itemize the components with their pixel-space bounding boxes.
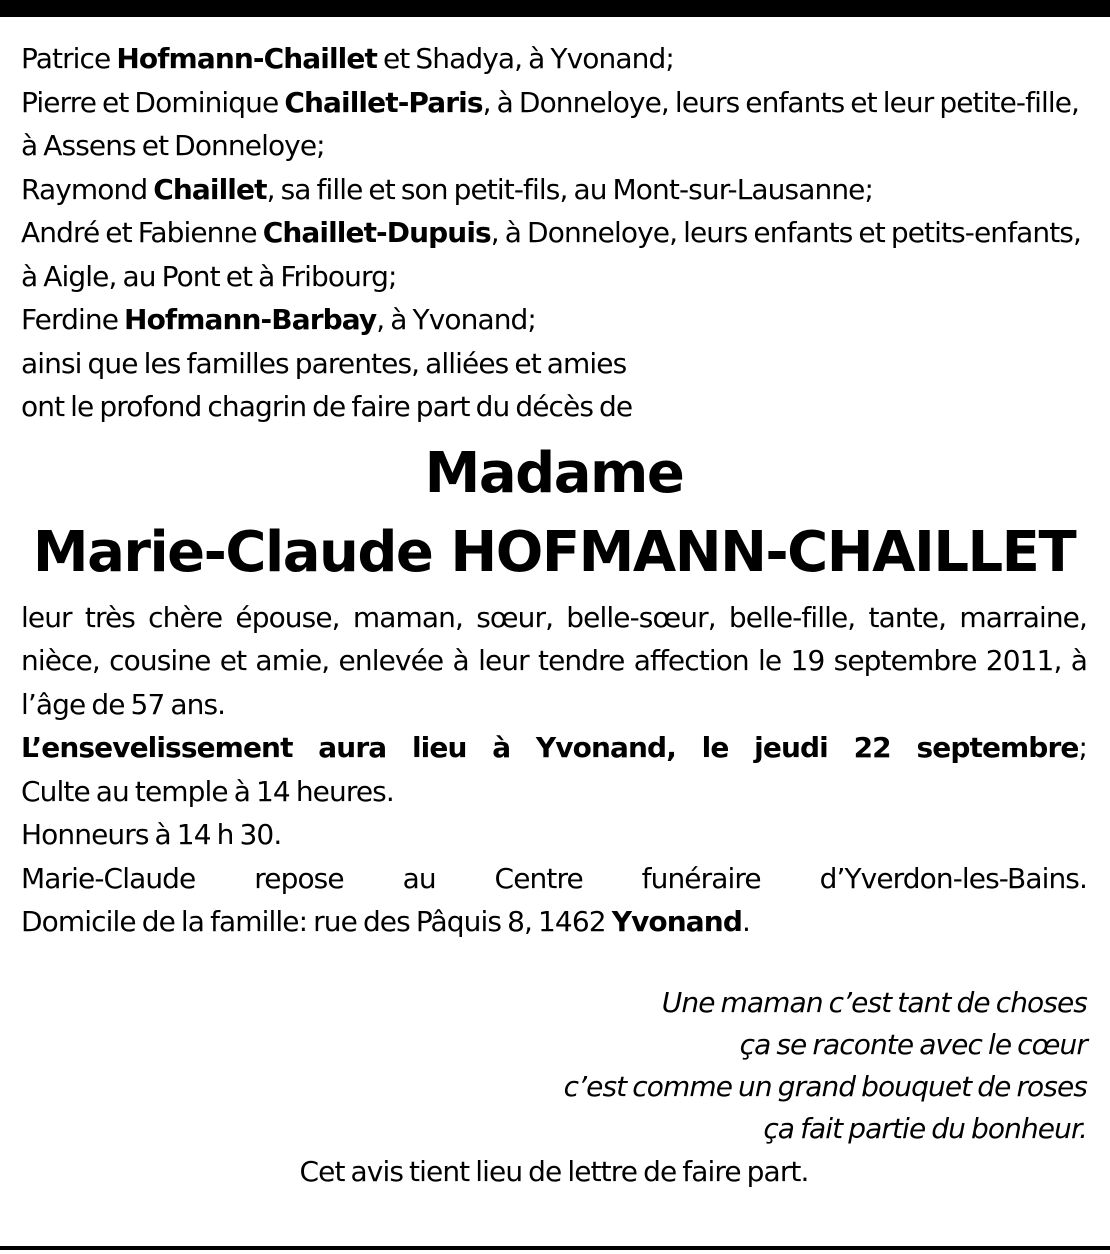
family-line-3-surname: Chaillet	[153, 172, 267, 206]
footer-note: Cet avis tient lieu de lettre de faire part.	[299, 1154, 809, 1188]
honors-info: Honneurs à 14 h 30.	[21, 818, 282, 851]
domicile-suffix: .	[741, 905, 750, 938]
family-line-5	[21, 298, 1087, 342]
family-line-4-surname: Chaillet-Dupuis	[262, 216, 491, 249]
deceased-name: Marie-Claude HOFMANN-CHAILLET	[32, 519, 1076, 585]
family-line-4-suffix: , à Donneloye, leurs enfants et petits-enfants, à Aigle, au Pont et à Fribourg;	[21, 216, 1081, 293]
family-line-3-prefix: Raymond	[21, 172, 154, 206]
repose-info: Marie-Claude repose au Centre funéraire d’Yverdon-les-Bains.	[21, 861, 1087, 895]
family-line-2-suffix: , à Donneloye, leurs enfants et leur petite-fille, à Assens et Donneloye;	[21, 85, 1080, 162]
family-line-1-surname: Hofmann-Chaillet	[116, 42, 377, 75]
family-line-4	[21, 211, 1087, 298]
poem-line-3: c’est comme un grand bouquet de roses	[563, 1069, 1087, 1103]
family-line-5-surname: Hofmann-Barbay	[124, 303, 377, 336]
poem	[21, 982, 1087, 1150]
deceased-description: leur très chère épouse, maman, sœur, belle-sœur, belle-fille, tante, marraine, nièce, cousine et amie, enlevée à leur tendre affection le 19 septembre 2011, à l’âge de 57 ans.	[21, 600, 1087, 721]
burial-info	[21, 726, 1087, 770]
family-line-2-surname: Chaillet-Paris	[284, 85, 483, 119]
family-line-1-suffix: et Shadya, à Yvonand;	[376, 42, 674, 75]
burial-info-suffix: ;	[1078, 731, 1087, 764]
family-line-3-suffix: , sa fille et son petit-fils, au Mont-sur-Lausanne;	[266, 172, 874, 206]
family-line-5-prefix: Ferdine	[21, 303, 125, 336]
family-line-5-suffix: , à Yvonand;	[376, 303, 536, 336]
poem-line-2: ça se raconte avec le cœur	[739, 1027, 1087, 1061]
service-info: Culte au temple à 14 heures.	[21, 774, 394, 808]
poem-line-1: Une maman c’est tant de choses	[661, 985, 1087, 1019]
burial-info-bold: L’ensevelissement aura lieu à Yvonand, le jeudi 22 septembre	[21, 731, 1079, 764]
family-line-2-prefix: Pierre et Dominique	[21, 85, 285, 119]
intro-line-2: ont le profond chagrin de faire part du décès de	[21, 390, 633, 423]
domicile-town: Yvonand	[611, 905, 742, 938]
domicile-info	[21, 900, 1087, 944]
death-notice	[21, 37, 1087, 1193]
deceased-title: Madame	[424, 440, 684, 506]
family-line-1	[21, 37, 1087, 81]
family-line-4-prefix: André et Fabienne	[21, 216, 263, 249]
deceased-name-block	[21, 434, 1087, 592]
domicile-address: Domicile de la famille: rue des Pâquis 8, 1462	[21, 905, 612, 938]
family-line-1-prefix: Patrice	[21, 42, 117, 75]
intro-line-1: ainsi que les familles parentes, alliées et amies	[21, 346, 627, 380]
family-line-2	[21, 81, 1087, 168]
family-line-3	[21, 168, 1087, 212]
top-border-rule	[0, 0, 1110, 17]
poem-line-4: ça fait partie du bonheur.	[763, 1111, 1087, 1145]
bottom-border-rule	[0, 1246, 1110, 1250]
